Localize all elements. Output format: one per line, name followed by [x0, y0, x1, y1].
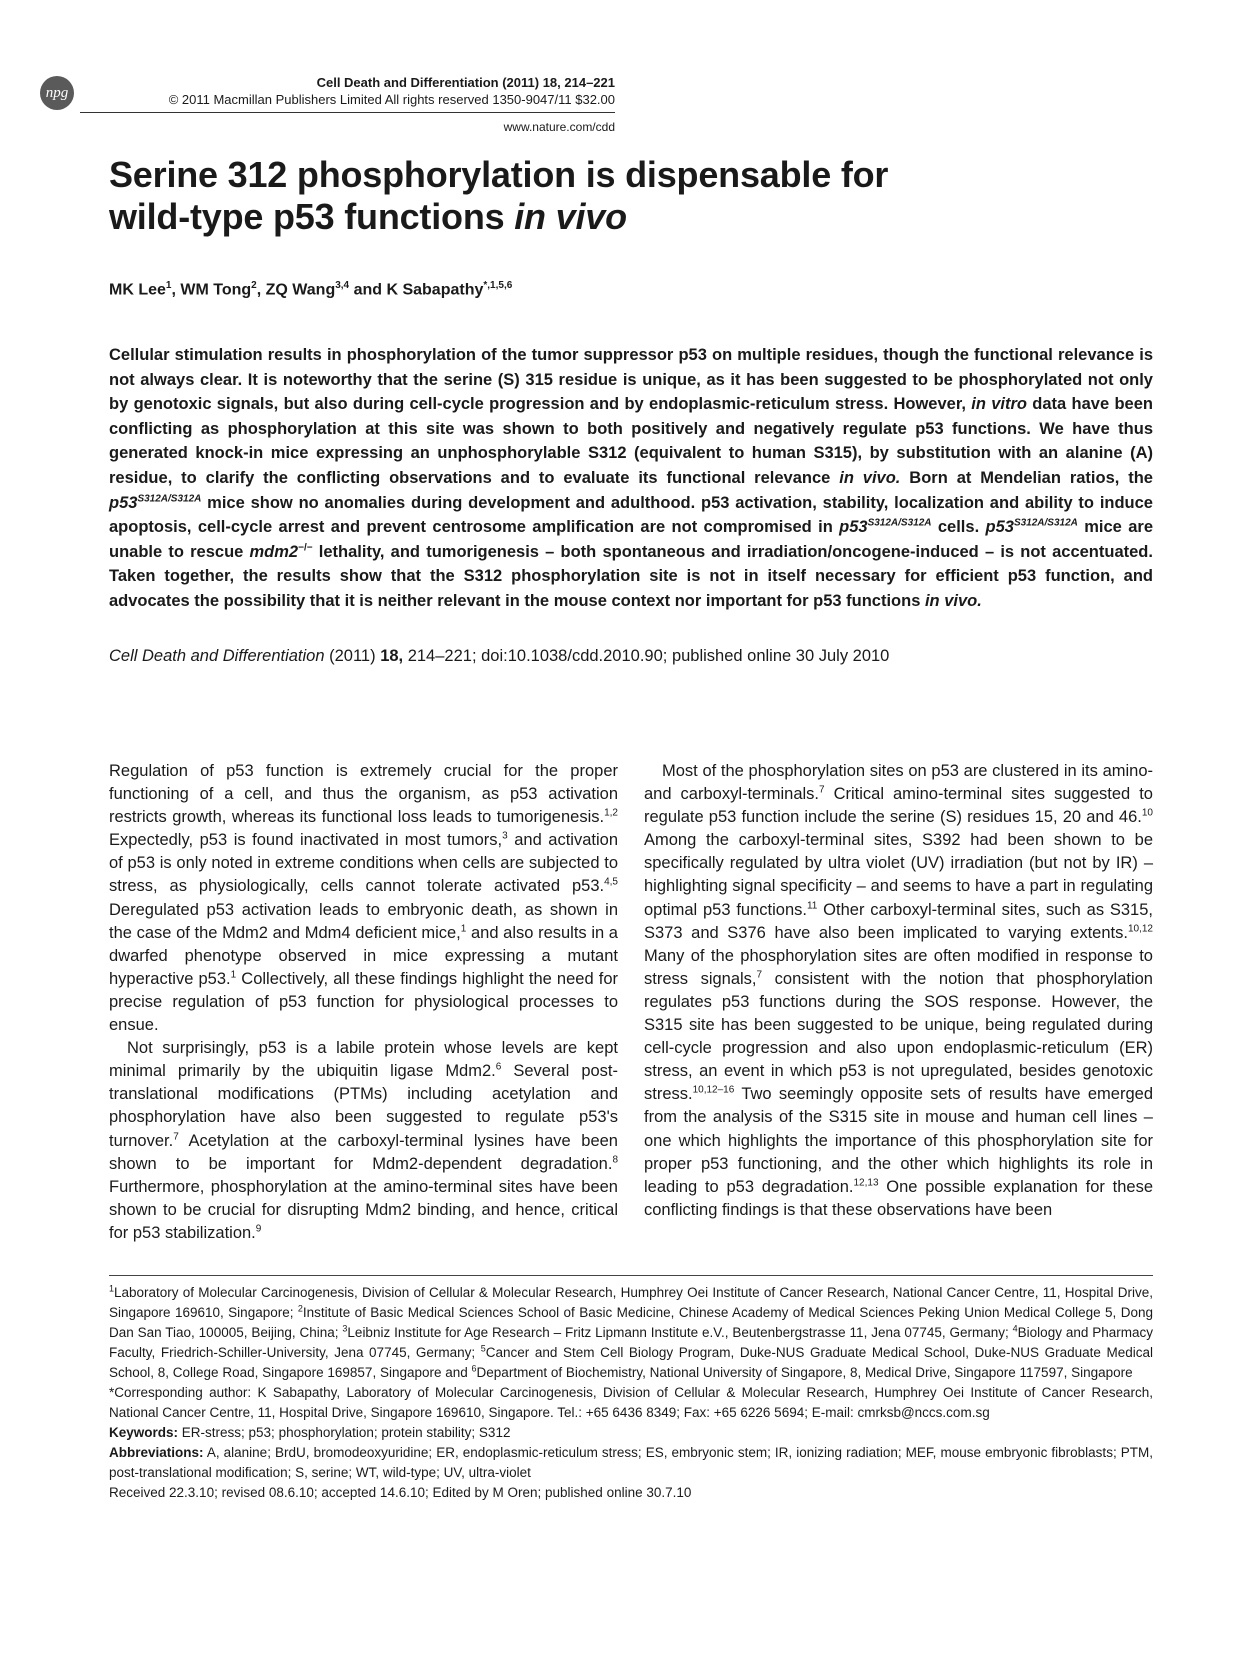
abstract-text: cells. [931, 518, 986, 537]
title-text: wild-type p53 functions [109, 196, 515, 237]
reference-marker: 8 [612, 1154, 618, 1166]
abstract-text: mice show no anomalies during development and adulthood. p53 activation, stability, localization and ability to induce apoptosis, cell-cycle arrest and prevent centrosome amplification are not compromised in [109, 493, 1153, 537]
reference-marker: 7 [756, 969, 763, 981]
article-title [109, 154, 1109, 238]
title-italic: in vivo [514, 196, 627, 237]
gene-name: mdm2 [249, 542, 299, 561]
reference-marker: 7 [819, 784, 825, 796]
title-line-1: Serine 312 phosphorylation is dispensable for [109, 154, 889, 195]
author-name: MK Lee [109, 281, 166, 299]
gene-name: p53 [985, 518, 1014, 537]
gene-name: p53 [109, 493, 138, 512]
citation-journal: Cell Death and Differentiation [109, 647, 325, 665]
abstract-text: mice are unable to rescue [109, 518, 1153, 561]
abstract-text: Born at Mendelian ratios, the [900, 468, 1153, 487]
genotype-superscript: S312A/S312A [137, 493, 202, 505]
author-name: , ZQ Wang [256, 281, 336, 299]
title-line-2 [109, 196, 1109, 238]
author-name: , WM Tong [171, 281, 252, 299]
received-dates: Received 22.3.10; revised 08.6.10; accepted 14.6.10; Edited by M Oren; published online 30.7.10 [109, 1485, 692, 1500]
reference-marker: 1 [230, 969, 237, 981]
abstract-text: Cellular stimulation results in phosphorylation of the tumor suppressor p53 on multiple residues, though the functional relevance is not always clear. It is noteworthy that the serine (S) 315 residue is unique, as it has been suggested to be phosphorylated not only by genotoxic signals, but also during cell-cycle progression and by endoplasmic-reticulum stress. However, [109, 346, 1153, 414]
author-list [109, 280, 512, 299]
footnote-divider [109, 1275, 1153, 1276]
reference-marker: 9 [255, 1223, 262, 1235]
body-paragraph: Most of the phosphorylation sites on p53 are clustered in its amino- and carboxyl-terminals.$^7$ Critical amino-terminal sites suggested to regulate p53 function include the serine (S) residues 15, 20 and 46.10 Among the carboxyl-terminal sites, S392 had been shown to be specifically regulated by ultra violet (UV) irradiation (but not by IR) – highlighting signal specificity – and seems to have a part in regulating optimal p53 functions.$^{11}$ Other carboxyl-terminal sites, such as S315, S373 and S376 have also been implicated to varying extents.$^{10,12}$ Many of the phosphorylation sites are often modified in response to stress signals,$^7$ consistent with the notion that phosphorylation regulates p53 functions during the SOS response. However, the S315 site has been suggested to be unique, being regulated during cell-cycle progression and also upon endoplasmic-reticulum (ER) stress, an event in which p53 is not upregulated, besides genotoxic stress.$^{10,12-16}$ Two seemingly opposite sets of results have emerged from the analysis of the S315 site in mouse and human cell lines – one which highlights the importance of this phosphorylation site for proper p53 functioning, and the other which highlights its role in leading to p53 degradation.$^{12,13}$ One possible explanation for these conflicting findings is that these observations have been [644, 762, 1153, 1219]
abstract-italic: in vivo. [839, 468, 901, 487]
reference-marker: 10 [1141, 807, 1153, 819]
journal-line: Cell Death and Differentiation (2011) 18, 214–221 [316, 75, 615, 90]
body-paragraph: Not surprisingly, p53 is a labile protein whose levels are kept minimal primarily by the ubiquitin ligase Mdm2.$^6$ Several post-translational modifications (PTMs) including acetylation and phosphorylation have also been suggested to regulate p53's turnover.$^7$ Acetylation at the carboxyl-terminal lysines have been shown to be important for Mdm2-dependent degradation.$^8$ Furthermore, phosphorylation at the amino-terminal sites have been shown to be crucial for disrupting Mdm2 binding, and hence, critical for p53 stabilization.$^9$ [109, 1039, 619, 1242]
copyright-line: © 2011 Macmillan Publishers Limited All rights reserved 1350-9047/11 $32.00 [168, 92, 615, 107]
abstract-italic: in vivo. [924, 591, 982, 610]
publisher-logo: npg [40, 76, 74, 110]
citation-volume: 18, [380, 647, 404, 665]
author-affiliation-ref: 3,4 [335, 280, 350, 291]
abstract [109, 343, 1153, 614]
journal-header [80, 74, 615, 108]
affiliations: $^1$Laboratory of Molecular Carcinogenesis, Division of Cellular & Molecular Research, Humphrey Oei Institute of Cancer Research, National Cancer Centre, 11, Hospital Drive, Singapore 169610, Singapore; $^2$Institute of Basic Medical Sciences School of Basic Medicine, Chinese Academy of Medical Sciences Peking Union Medical College 5, Dong Dan San Tiao, 100005, Beijing, China; $^3$Leibniz Institute for Age Research – Fritz Lipmann Institute e.V., Beutenbergstrasse 11, Jena 07745, Germany; $^4$Biology and Pharmacy Faculty, Friedrich-Schiller-University, Jena 07745, Germany; $^5$Cancer and Stem Cell Biology Program, Duke-NUS Graduate Medical School, Duke-NUS Graduate Medical School, 8, College Road, Singapore 169857, Singapore and $^6$Department of Biochemistry, National University of Singapore, 8, Medical Drive, Singapore 117597, Singapore [109, 1283, 1153, 1380]
citation-details: 214–221; doi:10.1038/cdd.2010.90; published online 30 July 2010 [403, 647, 890, 665]
reference-marker: 4,5 [604, 876, 618, 888]
abstract-italic: in vitro [971, 395, 1027, 414]
author-affiliation-ref: 1 [165, 280, 172, 291]
reference-marker: 1 [460, 923, 467, 935]
author-affiliation-ref: 2 [251, 280, 257, 291]
citation-line [109, 645, 1153, 667]
journal-website-link[interactable]: www.nature.com/cdd [503, 120, 615, 134]
body-column-left [109, 760, 618, 1245]
body-column-right [644, 760, 1153, 1222]
abstract-text: lethality, and tumorigenesis – both spontaneous and irradiation/oncogene-induced – is not accentuated. Taken together, the results show that the S312 phosphorylation site is not in itself necessary for efficient p53 function, and advocates the possibility that it is neither relevant in the mouse context nor important for p53 functions [109, 542, 1153, 610]
body-paragraph: Regulation of p53 function is extremely crucial for the proper functioning of a cell, and thus the organism, as p53 activation restricts growth, whereas its functional loss leads to tumorigenesis.$^{1,2}$ Expectedly, p53 is found inactivated in most tumors,$^3$ and activation of p53 is only noted in extreme conditions when cells are subjected to stress, as physiologically, cells cannot tolerate activated p53.$^{4,5}$ Deregulated p53 activation leads to embryonic death, as shown in the case of the Mdm2 and Mdm4 deficient mice,$^1$ and also results in a dwarfed phenotype observed in mice expressing a mutant hyperactive p53.$^1$ Collectively, all these findings highlight the need for precise regulation of p53 function for physiological processes to ensue. [109, 762, 618, 1035]
reference-marker: 7 [173, 1131, 179, 1142]
reference-marker: 1,2 [604, 807, 618, 819]
reference-marker: 10,12–16 [692, 1084, 735, 1096]
keywords: Keywords: ER-stress; p53; phosphorylation; protein stability; S312 [109, 1425, 511, 1440]
gene-name: p53 [839, 518, 868, 537]
author-affiliation-ref: *,1,5,6 [483, 280, 513, 291]
corresponding-author: *Corresponding author: K Sabapathy, Laboratory of Molecular Carcinogenesis, Division of Cellular & Molecular Research, Humphrey Oei Institute of Cancer Research, National Cancer Centre, 11, Hospital Drive, Singapore 169610, Singapore. Tel.: +65 6436 8349; Fax: +65 6226 5694; E-mail: cmrksb@nccs.com.sg [109, 1385, 1153, 1420]
footnotes [109, 1283, 1153, 1503]
citation-year: (2011) [324, 647, 381, 665]
reference-marker: 6 [495, 1061, 502, 1073]
keywords-label: Keywords: [109, 1425, 179, 1440]
genotype-superscript: S312A/S312A [1013, 517, 1078, 529]
reference-marker: 10,12 [1127, 923, 1153, 935]
header-divider [80, 112, 615, 113]
author-name: and K Sabapathy [349, 281, 484, 299]
reference-marker: 11 [806, 900, 818, 912]
genotype-superscript: S312A/S312A [867, 517, 932, 529]
genotype-superscript: −/− [298, 542, 313, 554]
abbreviations-label: Abbreviations: [109, 1445, 204, 1460]
abstract-text: data have been conflicting as phosphorylation at this site was shown to both positively and negatively regulate p53 functions. We have thus generated knock-in mice expressing an unphosphorylable S312 (equivalent to human S315), by substitution with an alanine (A) residue, to clarify the conflicting observations and to evaluate its functional relevance [109, 395, 1153, 487]
abbreviations: Abbreviations: A, alanine; BrdU, bromodeoxyuridine; ER, endoplasmic-reticulum stress; ES, embryonic stem; IR, ionizing radiation; MEF, mouse embryonic fibroblasts; PTM, post-translational modification; S, serine; WT, wild-type; UV, ultra-violet [109, 1445, 1153, 1480]
reference-marker: 12,13 [853, 1177, 879, 1189]
reference-marker: 3 [502, 830, 508, 842]
